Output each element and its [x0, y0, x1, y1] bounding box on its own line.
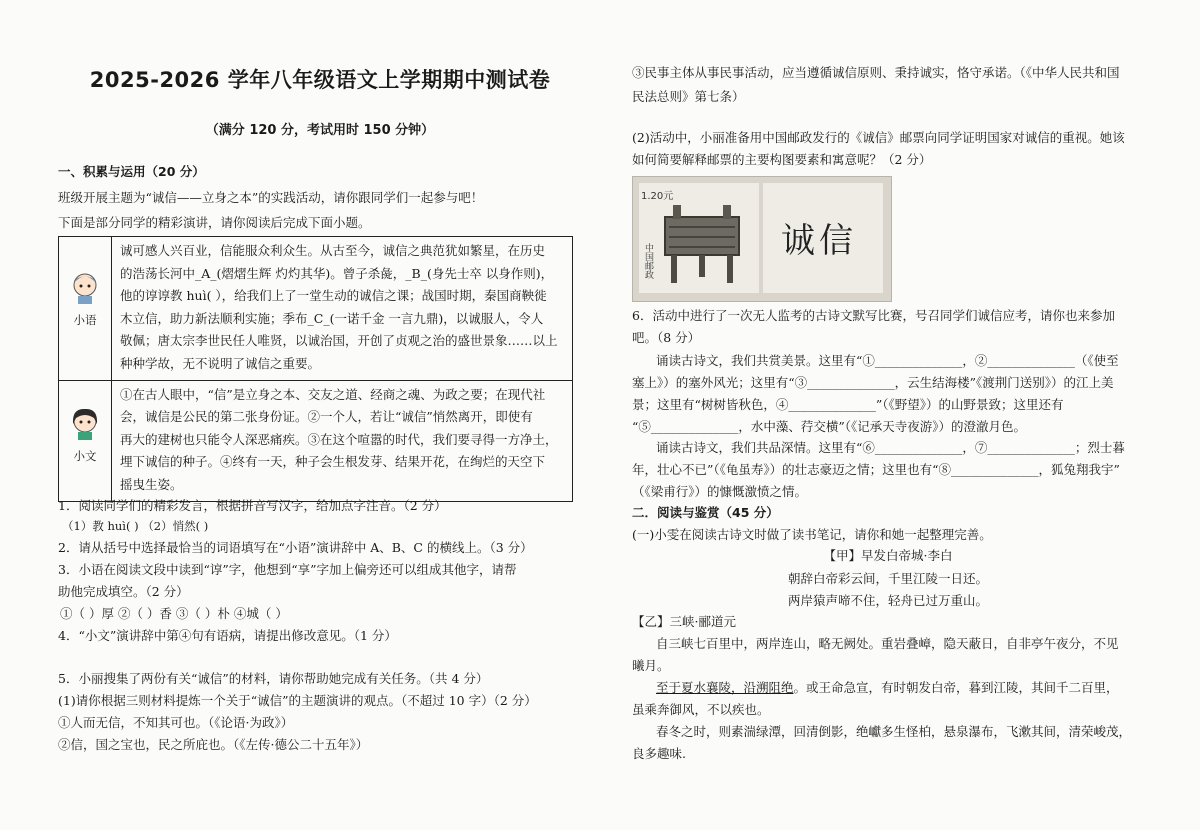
boy-avatar-icon [70, 270, 100, 304]
speech-line: 木立信，助力新法顺利实施；季布_C_(一诺千金 一言九鼎)，以诚服人，令人 [120, 310, 544, 326]
prose-line: 自三峡七百里中，两岸连山，略无阙处。重岩叠嶂，隐天蔽日，自非亭午夜分，不见 [656, 636, 1119, 651]
section2-heading: 二．阅读与鉴赏（45 分） [632, 505, 779, 520]
speech-line: ①在古人眼中，“信”是立身之本、交友之道、经商之魂、为政之要；在现代社 [120, 386, 546, 402]
material-3-cont: 民法总则》第七条） [632, 89, 745, 104]
question-1-blanks: （1）教 huì( ) （2）悄然( ) [62, 519, 209, 533]
speech-line: 的浩荡长河中_A_(熠熠生辉 灼灼其华)。曾子杀彘，_B_(身先士卒 以身作则)， [120, 265, 554, 281]
poem-line: 两岸猿声啼不住，轻舟已过万重山。 [787, 593, 988, 608]
recitation-line: “⑤______________，水中藻、荇交横”（《记承天寺夜游》）的澄澈月色。 [632, 419, 1027, 434]
stamp-calligraphy: 诚信 [781, 221, 857, 261]
section1-instruction: 下面是部分同学的精彩演讲，请你阅读后完成下面小题。 [58, 215, 371, 230]
recitation-line: 诵读古诗文，我们共品深情。这里有“⑥______________，⑦______________；烈士暮 [656, 440, 1125, 455]
prose-text: 。或王命急宣，有时朝发白帝，暮到江陵，其间千二百里， [793, 680, 1119, 695]
speech-line: 种种学故，无不说明了诚信之重要。 [120, 355, 321, 371]
underlined-sentence: 至于夏水襄陵，沿溯阻绝 [656, 680, 794, 695]
speech-line: 摇曳生姿。 [120, 476, 183, 492]
speech-table [58, 236, 573, 502]
speech-line: 他的谆谆教 huì( ），给我们上了一堂生动的诚信之课；战国时期，秦国商鞅徙 [120, 288, 547, 304]
question-6-cont: 吧。（8 分） [632, 330, 701, 345]
material-1: ①人而无信，不知其可也。（《论语·为政》） [58, 715, 294, 730]
question-4: 4．“小文”演讲辞中第④句有语病，请提出修改意见。（1 分） [58, 628, 397, 643]
recitation-line: （《梁甫行》）的慷慨激愤之情。 [632, 484, 808, 499]
prose-line: 春冬之时，则素湍绿潭，回清倒影，绝巘多生怪柏，悬泉瀑布，飞漱其间，清荣峻茂， [656, 724, 1132, 739]
question-5: 5．小丽搜集了两份有关“诚信”的材料，请你帮助她完成有关任务。（共 4 分） [58, 671, 489, 686]
question-3-cont: 助他完成填空。（2 分） [58, 584, 189, 599]
poem-title: 【甲】早发白帝城·李白 [823, 548, 953, 563]
recitation-line: 塞上》）的塞外风光；这里有“③______________，云生结海楼”《渡荆门送别》）的江上美 [632, 375, 1114, 390]
speaker-name: 小文 [73, 448, 97, 463]
prose-line [656, 678, 1119, 698]
speech-line: 敬佩；唐太宗李世民任人唯贤，以诚治国，开创了贞观之治的盛世景象……以上 [120, 333, 558, 349]
material-3: ③民事主体从事民事活动，应当遵循诚信原则、秉持诚实，恪守承诺。（《中华人民共和国 [632, 65, 1120, 80]
prose-title: 【乙】三峡·郦道元 [632, 614, 736, 629]
question-5-2: (2)活动中，小丽准备用中国邮政发行的《诚信》邮票向同学证明国家对诚信的重视。她该 [632, 130, 1125, 145]
prose-line: 曦月。 [632, 658, 670, 673]
bronze-ding-icon [639, 183, 759, 293]
question-3-blanks: ①（ ）厚 ②（ ）香 ③（ ）朴 ④城（ ） [60, 606, 288, 621]
poem-line: 朝辞白帝彩云间，千里江陵一日还。 [787, 571, 988, 586]
table-row [59, 380, 573, 501]
stamp-country: 中国邮政 [643, 243, 653, 279]
question-5-1: (1)请你根据三则材料提炼一个关于“诚信”的主题演讲的观点。（不超过 10 字）（2 分） [58, 693, 537, 708]
table-row [59, 237, 573, 381]
prose-line: 虽乘奔御风，不以疾也。 [632, 702, 770, 717]
question-6: 6．活动中进行了一次无人监考的古诗文默写比赛，号召同学们诚信应考，请你也来参加 [632, 308, 1115, 323]
page-subtitle: （满分 120 分，考试用时 150 分钟） [205, 123, 435, 138]
question-3: 3．小语在阅读文段中读到“谆”字，他想到“享”字加上偏旁还可以组成其他字，请帮 [58, 562, 517, 577]
girl-avatar-icon [70, 406, 100, 440]
section1-intro: 班级开展主题为“诚信——立身之本”的实践活动，请你跟同学们一起参与吧！ [58, 190, 484, 205]
material-2: ②信，国之宝也，民之所庇也。（《左传·德公二十五年》） [58, 737, 369, 752]
speaker-name: 小语 [73, 313, 97, 327]
recitation-line: 诵读古诗文，我们共赏美景。这里有“①______________，②______________（《使至 [656, 353, 1119, 368]
recitation-line: 年，壮心不已”（《龟虽寿》）的壮志豪迈之情；这里也有“⑧______________，狐兔翔我宇” [632, 462, 1120, 477]
integrity-stamp-image [632, 176, 892, 302]
question-2: 2．请从括号中选择最恰当的词语填写在“小语”演讲辞中 A、B、C 的横线上。（3 分） [58, 540, 533, 555]
section1-heading: 一、积累与运用（20 分） [58, 164, 205, 179]
speech-line: 诚可感人兴百业，信能服众利众生。从古至今，诚信之典范犹如繁星，在历史 [120, 243, 546, 258]
speech-line: 会，诚信是公民的第二张身份证。②一个人，若让“诚信”悄然离开，即使有 [120, 409, 533, 425]
recitation-line: 景；这里有“树树皆秋色，④______________”（《野望》）的山野景致；这里还有 [632, 397, 1064, 412]
speech-line: 埋下诚信的种子。④终有一天，种子会生根发芽、结果开花，在绚烂的天空下 [120, 454, 546, 470]
question-1: 1．阅读同学们的精彩发言，根据拼音写汉字，给加点字注音。（2 分） [58, 498, 447, 513]
stamp-price: 1.20元 [641, 191, 674, 202]
reading-intro: (一)小雯在阅读古诗文时做了读书笔记，请你和她一起整理完善。 [632, 527, 992, 542]
speech-line: 再大的建树也只能令人深恶痛疾。③在这个喧嚣的时代，我们要寻得一方净土， [120, 431, 558, 447]
page-title: 2025-2026 学年八年级语文上学期期中测试卷 [89, 68, 551, 92]
question-5-2-cont: 如何简要解释邮票的主要构图要素和寓意呢？（2 分） [632, 152, 932, 167]
prose-line: 良多趣味. [632, 746, 686, 761]
